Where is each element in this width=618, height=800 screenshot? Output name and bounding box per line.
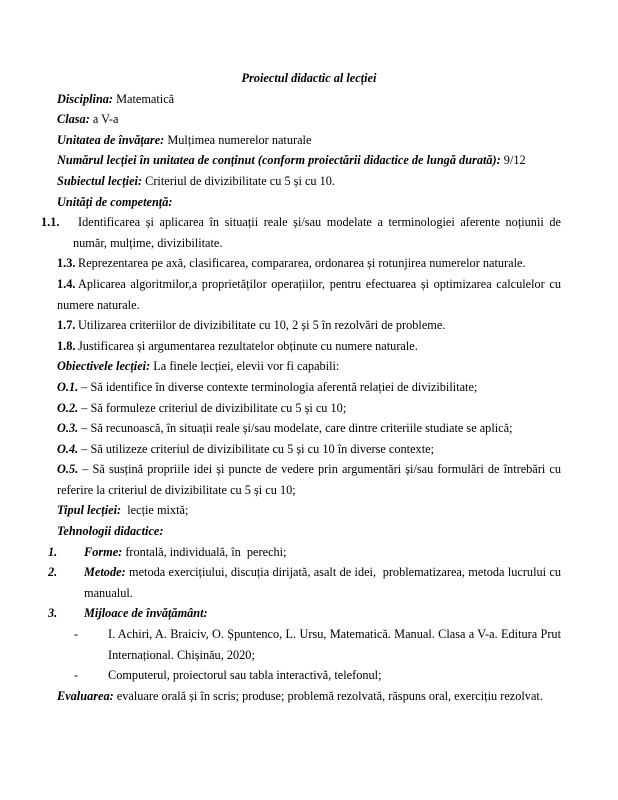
document-title: Proiectul didactic al lecției [241, 71, 377, 85]
field-numarul-lectiei [57, 150, 561, 171]
body-text: - [74, 668, 79, 683]
tehnologie-mijloace [48, 603, 561, 624]
field-disciplina [57, 89, 561, 110]
field-subiectul-lectiei [57, 171, 561, 192]
label-text: Numărul lecției în unitatea de conținut (conform proiectării didactice de lungă durată): [57, 153, 501, 168]
label-text: O.3. [57, 421, 79, 436]
label-text: Clasa: [57, 112, 90, 127]
competenta-1-7 [57, 315, 561, 336]
heading-tehnologii-didactice [57, 521, 561, 542]
body-text: Mulțimea numerelor naturale [164, 132, 312, 147]
body-text: – Să formuleze criteriul de divizibilitate cu 5 și cu 10; [78, 400, 347, 415]
label-text: O.4. [57, 441, 79, 456]
obiectiv-o4 [57, 439, 561, 460]
label-text: Tipul lecției: [57, 503, 122, 518]
label-text: 1.1. [41, 215, 60, 230]
label-text: O.5. [57, 462, 79, 477]
body-text: lecție mixtă; [121, 503, 189, 518]
body-text: Identificarea și aplicarea în situații reale și/sau modelate a terminologiei aferente noțiunii de număr, mulțime, divizibilitate. [73, 215, 561, 250]
obiectiv-o5 [57, 459, 561, 500]
field-evaluarea [57, 686, 561, 707]
body-text: Aplicarea algoritmilor,a proprietăților operațiilor, pentru efectuarea și optimizarea calculelor cu numere naturale. [57, 276, 561, 312]
body-text: evaluare orală și în scris; produse; problemă rezolvată, răspuns oral, exercițiu rezolvat. [113, 688, 543, 703]
label-text: Mijloace de învățământ: [84, 606, 208, 621]
body-text: – Să susțină propriile idei și puncte de vedere prin argumentări și/sau formulări de întrebări cu referire la criteriul de divizibilitate cu 5 și cu 10; [57, 462, 561, 497]
label-text: 1.8. [57, 338, 76, 353]
body-text: a V-a [89, 112, 119, 127]
body-text: Computerul, proiectorul sau tabla interactivă, telefonul; [108, 668, 382, 683]
tehnologie-metode [48, 562, 561, 603]
label-text: 1.7. [57, 318, 76, 333]
label-text: Metode: [84, 565, 126, 580]
body-text: La finele lecției, elevii vor fi capabili: [150, 359, 340, 374]
heading-obiectivele-lectiei [57, 356, 561, 377]
body-text: Justificarea și argumentarea rezultatelor obținute cu numere naturale. [78, 338, 418, 353]
competenta-1-3 [57, 253, 561, 274]
label-text: Unitatea de învățare: [57, 132, 165, 147]
body-text: – Să recunoască, în situații reale și/sau modelate, care dintre criteriile studiate se aplică; [78, 421, 513, 436]
body-text: – Să identifice în diverse contexte terminologia aferentă relației de divizibilitate; [78, 379, 478, 394]
label-text: O.2. [57, 400, 79, 415]
label-text: Obiectivele lecției: [57, 359, 151, 374]
body-text: frontală, individuală, în perechi; [122, 544, 287, 559]
field-clasa [57, 109, 561, 130]
body-text: Utilizarea criteriilor de divizibilitate cu 10, 2 și 5 în rezolvări de probleme. [78, 318, 446, 333]
document-body [41, 89, 561, 707]
obiectiv-o2 [57, 398, 561, 419]
body-text: Matematică [113, 91, 175, 106]
body-text: metoda exercițiului, discuția dirijată, asalt de idei, problematizarea, metoda lucrului cu manualul. [84, 565, 561, 600]
obiectiv-o1 [57, 377, 561, 398]
obiectiv-o3 [57, 418, 561, 439]
body-text: I. Achiri, A. Braiciv, O. Șpuntenco, L. Ursu, Matematică. Manual. Clasa a V-a. Editura Prut Internațional. Chișinău, 2020; [108, 627, 561, 662]
label-text: Unități de competență: [57, 194, 173, 209]
label-text: 1.4. [57, 276, 76, 291]
competenta-1-1 [41, 212, 561, 253]
label-text: Evaluarea: [57, 688, 114, 703]
label-text: 1. [48, 544, 58, 559]
body-text: Reprezentarea pe axă, clasificarea, compararea, ordonarea și rotunjirea numerelor naturale. [78, 256, 526, 271]
label-text: 2. [48, 565, 58, 580]
body-text: – Să utilizeze criteriul de divizibilitate cu 5 și cu 10 în diverse contexte; [78, 441, 434, 456]
heading-unitati-de-competenta [57, 192, 561, 213]
label-text: 3. [48, 606, 58, 621]
label-text: Subiectul lecției: [57, 173, 143, 188]
label-text: Tehnologii didactice: [57, 524, 164, 539]
mijloc-echipament [57, 665, 561, 686]
body-text: Criteriul de divizibilitate cu 5 și cu 10. [142, 173, 335, 188]
label-text: 1.3. [57, 256, 76, 271]
tehnologie-forme [48, 542, 561, 563]
mijloc-manual [57, 624, 561, 665]
body-text: - [74, 627, 79, 642]
label-text: Disciplina: [57, 91, 114, 106]
label-text: Forme: [84, 544, 123, 559]
competenta-1-4 [57, 274, 561, 315]
field-unitatea-de-invatare [57, 130, 561, 151]
label-text: O.1. [57, 379, 79, 394]
competenta-1-8 [57, 336, 561, 357]
body-text: 9/12 [500, 153, 526, 168]
field-tipul-lectiei [57, 500, 561, 521]
